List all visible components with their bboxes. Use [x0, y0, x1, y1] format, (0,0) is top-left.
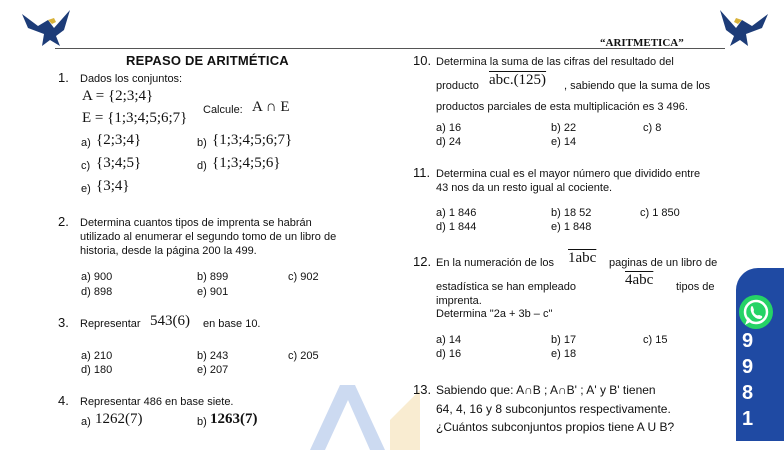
- q10-option-c[interactable]: c) 8: [643, 122, 662, 134]
- q2-option-a[interactable]: a) 900: [81, 271, 113, 283]
- q1-option-a-label: a): [81, 137, 91, 149]
- phone-digit-1: 9: [742, 330, 754, 352]
- eagle-logo-right-icon: [712, 6, 770, 50]
- q12-line-2-post: tipos de: [676, 281, 715, 293]
- q11-option-d[interactable]: d) 1 844: [436, 221, 477, 233]
- q12-expr-1-text: 1abc: [568, 250, 597, 266]
- q12-expr-2: [625, 272, 653, 289]
- q10-option-a[interactable]: a) 16: [436, 122, 462, 134]
- q4-option-a[interactable]: 1262(7): [95, 411, 143, 427]
- q3-value: 543(6): [150, 313, 190, 329]
- q12-line-2-pre: estadística se han empleado: [436, 281, 577, 293]
- q11-number: 11.: [413, 165, 431, 180]
- q12-expr-1: [568, 250, 596, 267]
- q4-number: 4.: [58, 393, 69, 408]
- q1-set-e: E = {1;3;4;5;6;7}: [82, 110, 188, 126]
- q1-option-b[interactable]: {1;3;4;5;6;7}: [212, 132, 293, 148]
- q11-line-2: 43 nos da un resto igual al cociente.: [436, 182, 613, 194]
- q1-option-c-label: c): [81, 160, 91, 172]
- q13-line-3: ¿Cuántos subconjuntos propios tiene A U B?: [436, 420, 675, 434]
- q10-option-e[interactable]: e) 14: [551, 136, 577, 148]
- q4-option-a-label: a): [81, 416, 91, 428]
- q10-number: 10.: [413, 53, 432, 68]
- q12-option-c[interactable]: c) 15: [643, 334, 668, 346]
- q1-option-b-label: b): [197, 137, 207, 149]
- q2-option-c[interactable]: c) 902: [288, 271, 319, 283]
- watermark-logo-icon: [300, 380, 420, 450]
- q3-option-a[interactable]: a) 210: [81, 350, 113, 362]
- q2-line-1: Determina cuantos tipos de imprenta se habrán: [80, 217, 312, 229]
- q10-expr-text: abc.(125): [489, 72, 547, 88]
- q1-option-e[interactable]: {3;4}: [96, 178, 130, 194]
- q1-calc-expr: A ∩ E: [252, 99, 290, 115]
- q10-line-1: Determina la suma de las cifras del resultado del: [436, 56, 674, 68]
- phone-digit-2: 9: [742, 356, 754, 378]
- q12-option-a[interactable]: a) 14: [436, 334, 462, 346]
- q11-option-a[interactable]: a) 1 846: [436, 207, 477, 219]
- phone-digit-3: 8: [742, 382, 754, 404]
- q12-line-1-pre: En la numeración de los: [436, 257, 555, 269]
- contact-side-bar[interactable]: [736, 268, 784, 441]
- q3-option-c[interactable]: c) 205: [288, 350, 319, 362]
- q2-line-3: historia, desde la página 200 la 499.: [80, 245, 257, 257]
- q2-number: 2.: [58, 214, 69, 229]
- q2-option-d[interactable]: d) 898: [81, 286, 113, 298]
- phone-digit-4: 1: [742, 408, 754, 430]
- q1-option-a[interactable]: {2;3;4}: [96, 132, 142, 148]
- q4-option-b[interactable]: 1263(7): [210, 411, 258, 427]
- q4-text: Representar 486 en base siete.: [80, 396, 234, 408]
- q11-line-1: Determina cual es el mayor número que dividido entre: [436, 168, 701, 180]
- q12-option-b[interactable]: b) 17: [551, 334, 577, 346]
- q2-option-e[interactable]: e) 901: [197, 286, 229, 298]
- q10-line-2-pre: producto: [436, 80, 479, 92]
- q2-option-b[interactable]: b) 899: [197, 271, 229, 283]
- q3-number: 3.: [58, 315, 69, 330]
- q12-expr-2-text: 4abc: [625, 272, 654, 288]
- q11-option-c[interactable]: c) 1 850: [640, 207, 680, 219]
- q13-line-1: Sabiendo que: A∩B ; A∩B' ; A' y B' tienen: [436, 383, 656, 397]
- q1-calc-label: Calcule:: [203, 104, 243, 116]
- q3-option-b[interactable]: b) 243: [197, 350, 229, 362]
- q3-text-pre: Representar: [80, 318, 141, 330]
- q12-number: 12.: [413, 254, 432, 269]
- q1-option-d-label: d): [197, 160, 207, 172]
- q10-line-3: productos parciales de esta multiplicación es 3 496.: [436, 101, 688, 113]
- q1-number: 1.: [58, 70, 69, 85]
- q10-expr: [489, 72, 546, 89]
- subject-label: “ARITMETICA”: [600, 37, 684, 49]
- q12-option-d[interactable]: d) 16: [436, 348, 462, 360]
- q10-line-2-post: , sabiendo que la suma de los: [564, 80, 711, 92]
- q1-option-d[interactable]: {1;3;4;5;6}: [212, 155, 281, 171]
- q1-option-c[interactable]: {3;4;5}: [96, 155, 142, 171]
- whatsapp-icon[interactable]: [736, 292, 776, 332]
- q2-line-2: utilizado al enumerar el segundo tomo de un libro de: [80, 231, 337, 243]
- page-title: REPASO DE ARITMÉTICA: [126, 53, 289, 68]
- q1-text: Dados los conjuntos:: [80, 73, 183, 85]
- q10-option-b[interactable]: b) 22: [551, 122, 577, 134]
- q4-option-b-label: b): [197, 416, 207, 428]
- q1-option-e-label: e): [81, 183, 91, 195]
- q10-option-d[interactable]: d) 24: [436, 136, 462, 148]
- q11-option-b[interactable]: b) 18 52: [551, 207, 592, 219]
- q12-option-e[interactable]: e) 18: [551, 348, 577, 360]
- q12-line-3: imprenta.: [436, 295, 482, 307]
- q13-line-2: 64, 4, 16 y 8 subconjuntos respectivamente.: [436, 402, 671, 416]
- q1-set-a: A = {2;3;4}: [82, 88, 154, 104]
- q12-line-4: Determina "2a + 3b – c": [436, 308, 553, 320]
- q3-option-d[interactable]: d) 180: [81, 364, 113, 376]
- q3-option-e[interactable]: e) 207: [197, 364, 229, 376]
- q11-option-e[interactable]: e) 1 848: [551, 221, 592, 233]
- q13-number: 13.: [413, 382, 432, 397]
- eagle-logo-left-icon: [20, 6, 78, 50]
- q3-text-post: en base 10.: [203, 318, 261, 330]
- q12-line-1-post: paginas de un libro de: [609, 257, 718, 269]
